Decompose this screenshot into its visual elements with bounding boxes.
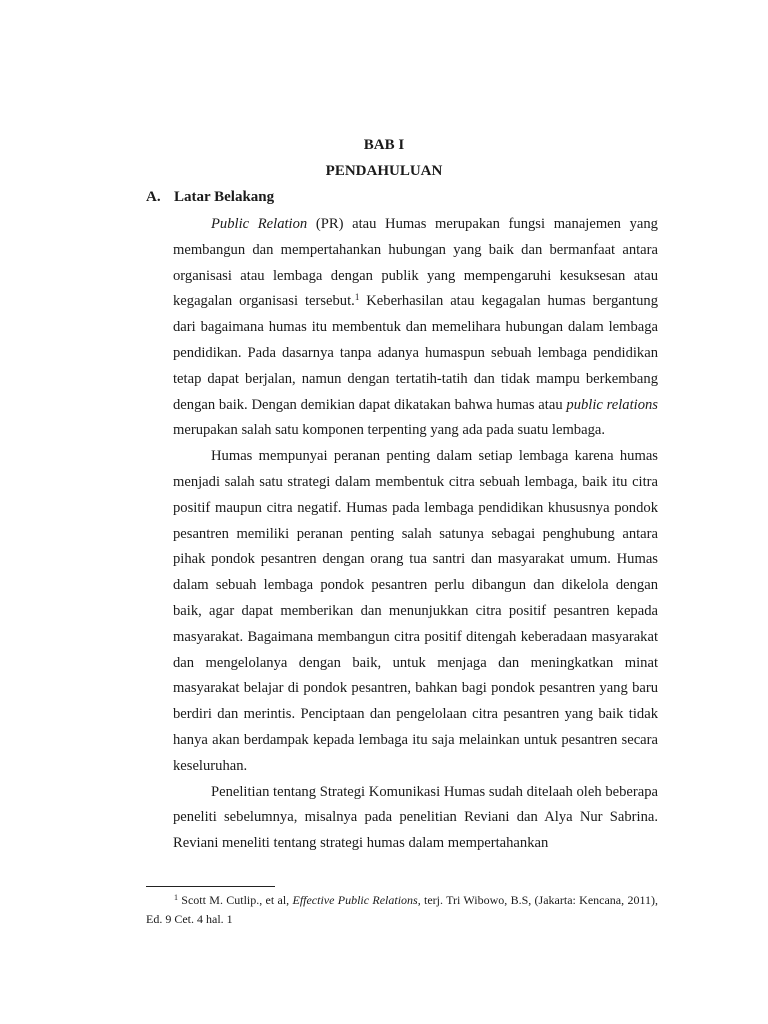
- paragraph-text: merupakan salah satu komponen terpenting yang ada pada suatu lembaga.: [173, 422, 605, 439]
- chapter-number: BAB I: [363, 137, 405, 153]
- section-title: Latar Belakang: [174, 189, 275, 205]
- footnote-reference: 1: [354, 292, 360, 303]
- italic-term: Public Relation: [211, 216, 308, 232]
- body-text: [173, 212, 658, 857]
- chapter-title: PENDAHULUAN: [325, 163, 443, 179]
- footnote-number: 1: [174, 893, 178, 902]
- footnote-text: terj. Tri Wibowo, B.S, (Jakarta: Kencana, 2011), Ed. 9 Cet. 4 hal. 1: [146, 893, 658, 926]
- paragraph-2: Humas mempunyai peranan penting dalam setiap lembaga karena humas menjadi salah satu strategi dalam membentuk citra sebuah lembaga, baik itu citra positif maupun citra negatif. Humas pada lembaga pendidikan khususnya pondok pesantren memiliki peranan penting salah satunya sebagai penghubung antara pihak pondok pesantren dengan orang tua santri dan masyarakat umum. Humas dalam sebuah lembaga pondok pesantren perlu dibangun dan dikelola dengan baik, agar dapat memberikan dan menunjukkan citra positif pesantren kepada masyarakat. Bagaimana membangun citra positif ditengah keberadaan masyarakat dan mengelolanya dengan baik, untuk menjaga dan meningkatkan minat masyarakat belajar di pondok pesantren, bahkan bagi pondok pesantren yang baru berdiri dan merintis. Penciptaan dan pengelolaan citra pesantren yang baik tidak hanya akan berdampak kepada lembaga itu saja melainkan untuk pesantren secara keseluruhan.: [173, 448, 658, 774]
- section-number: A.: [146, 189, 161, 205]
- paragraph-3: Penelitian tentang Strategi Komunikasi Humas sudah ditelaah oleh beberapa peneliti sebelumnya, misalnya pada penelitian Reviani dan Alya Nur Sabrina. Reviani meneliti tentang strategi humas dalam mempertahankan: [173, 783, 658, 852]
- italic-term: public relations: [566, 396, 658, 413]
- footnote-separator: [146, 886, 275, 888]
- footnote-book-title: Effective Public Relations,: [292, 893, 421, 907]
- paragraph-text: Keberhasilan atau kegagalan humas bergantung dari bagaimana humas itu membentuk dan memelihara hubungan dalam lembaga pendidikan. Pada dasarnya tanpa adanya humaspun sebuah lembaga pendidikan tetap dapat berjalan, namun dengan tertatih-tatih dan tidak mampu berkembang dengan baik. Dengan demikian dapat dikatakan bahwa humas atau: [173, 293, 658, 413]
- footnote-text: Scott M. Cutlip., et al,: [178, 893, 293, 907]
- paragraph-text: (PR) atau Humas merupakan fungsi manajemen yang membangun dan mempertahankan hubungan yang baik dan bermanfaat antara organisasi atau lembaga dengan publik yang mempengaruhi kesuksesan atau kegagalan organisasi tersebut.: [173, 216, 658, 310]
- paragraph-1: [173, 212, 658, 444]
- footnote: [146, 891, 658, 929]
- section-heading: [146, 189, 274, 206]
